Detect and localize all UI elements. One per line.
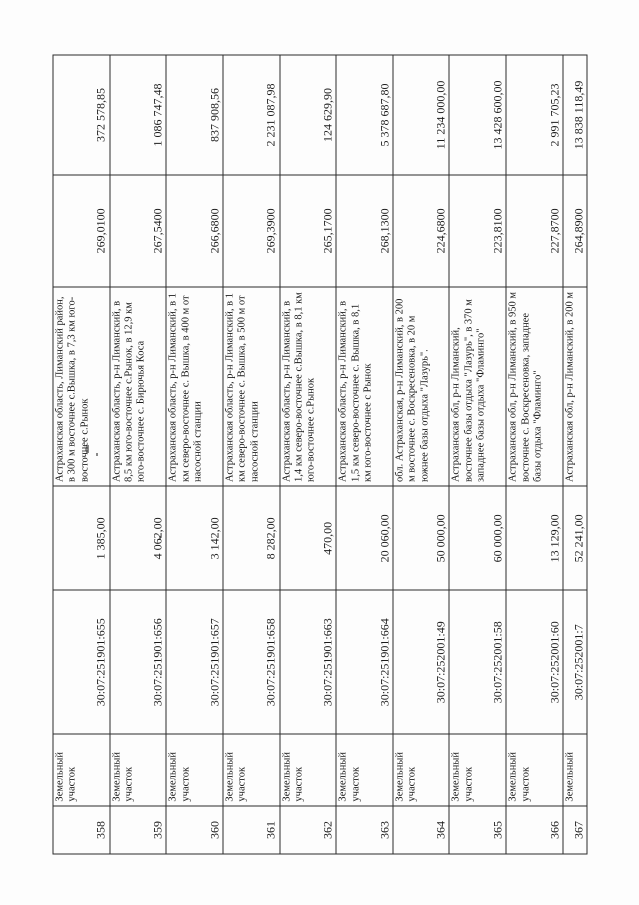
object-type: Земельный участок [53, 734, 110, 806]
object-type: Земельный участок [392, 734, 449, 806]
address: Астраханская обл, р-н Лиманский, в 200 м [562, 286, 586, 486]
specific-value: 269,0100 [53, 174, 110, 286]
row-number: 367 [562, 806, 586, 854]
area-value: 50 000,00 [392, 486, 449, 590]
row-number: 365 [449, 806, 506, 854]
row-number: 363 [336, 806, 393, 854]
address: Астраханская обл, р-н Лиманский, восточнее базы отдыха "Лазурь", в 370 м западнее базы отдыха "Фламинго" [449, 286, 506, 486]
specific-value: 224,6800 [392, 174, 449, 286]
table-row [222, 55, 279, 854]
area-value: 3 142,00 [166, 486, 223, 590]
object-type: Земельный участок [449, 734, 506, 806]
table-row [506, 55, 563, 854]
table-row [279, 55, 336, 854]
object-type: Земельный участок [166, 734, 223, 806]
row-number: 364 [392, 806, 449, 854]
area-value: 13 129,00 [506, 486, 563, 590]
table-row [336, 55, 393, 854]
address: Астраханская область, р-н Лиманский, в 1,4 км северо-восточнее с.Вышка, в 8,1 км юго-восточнее с.Рынок [279, 286, 336, 486]
table-row [562, 55, 586, 854]
row-number: 361 [222, 806, 279, 854]
specific-value: 267,5400 [109, 174, 166, 286]
area-value: 20 060,00 [336, 486, 393, 590]
address: Астраханская область, р-н Лиманский, в 8,5 км юго-восточнее с.Рынок, в 12,9 км юго-восточнее с. Бирючья Коса [109, 286, 166, 486]
area-value: 1 385,00 [53, 486, 110, 590]
row-number: 362 [279, 806, 336, 854]
cadastral-number: 30:07:252001:58 [449, 590, 506, 734]
cadastral-number: 30:07:251901:655 [53, 590, 110, 734]
table-row [449, 55, 506, 854]
area-value: 60 000,00 [449, 486, 506, 590]
cadastral-value: 2 231 087,98 [222, 55, 279, 175]
area-value: 4 062,00 [109, 486, 166, 590]
table-row [109, 55, 166, 854]
cadastral-value: 372 578,85 [53, 55, 110, 175]
address: Астраханская область, р-н Лиманский, в 1 км северо-восточнее с. Вышка, в 500 м от насосной станции [222, 286, 279, 486]
rotated-table-container [52, 54, 587, 854]
cadastral-number: 30:07:252001:49 [392, 590, 449, 734]
specific-value: 268,1300 [336, 174, 393, 286]
object-type: Земельный [562, 734, 586, 806]
object-type: Земельный участок [222, 734, 279, 806]
row-number: 366 [506, 806, 563, 854]
cadastral-value: 11 234 000,00 [392, 55, 449, 175]
address: Астраханская область, Лиманский район, в 300 м восточнее с.Вышка, в 7,3 км юго-восточнее с.Рынок [53, 286, 110, 486]
row-number: 358 [53, 806, 110, 854]
area-value: 8 282,00 [222, 486, 279, 590]
cadastral-value: 13 838 118,49 [562, 55, 586, 175]
address: обл. Астраханская, р-н Лиманский, в 200 м восточнее с. Воскресеновка, в 20 м южнее базы отдыха "Лазурь". [392, 286, 449, 486]
cadastral-number: 30:07:252001:7 [562, 590, 586, 734]
specific-value: 264,8900 [562, 174, 586, 286]
table-row [166, 55, 223, 854]
cadastral-value: 2 991 705,23 [506, 55, 563, 175]
area-value: 52 241,00 [562, 486, 586, 590]
specific-value: 269,3900 [222, 174, 279, 286]
specific-value: 223,8100 [449, 174, 506, 286]
address: Астраханская область, р-н Лиманский, в 1 км северо-восточнее с. Вышка, в 400 м от насосной станции [166, 286, 223, 486]
area-value: 470,00 [279, 486, 336, 590]
table-body [53, 55, 587, 854]
table-row [392, 55, 449, 854]
address: Астраханская область, р-н Лиманский, в 1,5 км северо-восточнее с. Вышка, в 8,1 км юго-восточнее с Рынок [336, 286, 393, 486]
object-type: Земельный участок [336, 734, 393, 806]
cadastral-value: 1 086 747,48 [109, 55, 166, 175]
cadastral-number: 30:07:251901:664 [336, 590, 393, 734]
table-row [53, 55, 110, 854]
object-type: Земельный участок [506, 734, 563, 806]
cadastral-value: 837 908,56 [166, 55, 223, 175]
cadastral-number: 30:07:251901:657 [166, 590, 223, 734]
object-type: Земельный участок [109, 734, 166, 806]
cadastral-value: 13 428 600,00 [449, 55, 506, 175]
land-plots-table [52, 54, 587, 854]
cadastral-number: 30:07:251901:658 [222, 590, 279, 734]
specific-value: 266,6800 [166, 174, 223, 286]
row-number: 359 [109, 806, 166, 854]
specific-value: 227,8700 [506, 174, 563, 286]
specific-value: 265,1700 [279, 174, 336, 286]
address: Астраханская обл, р-н Лиманский, в 950 м восточнее с. Воскресеновка, западнее базы отдыха "Фламинго" [506, 286, 563, 486]
cadastral-value: 5 378 687,80 [336, 55, 393, 175]
cadastral-number: 30:07:252001:60 [506, 590, 563, 734]
row-number: 360 [166, 806, 223, 854]
cadastral-value: 124 629,90 [279, 55, 336, 175]
object-type: Земельный участок [279, 734, 336, 806]
cadastral-number: 30:07:251901:656 [109, 590, 166, 734]
cadastral-number: 30:07:251901:663 [279, 590, 336, 734]
